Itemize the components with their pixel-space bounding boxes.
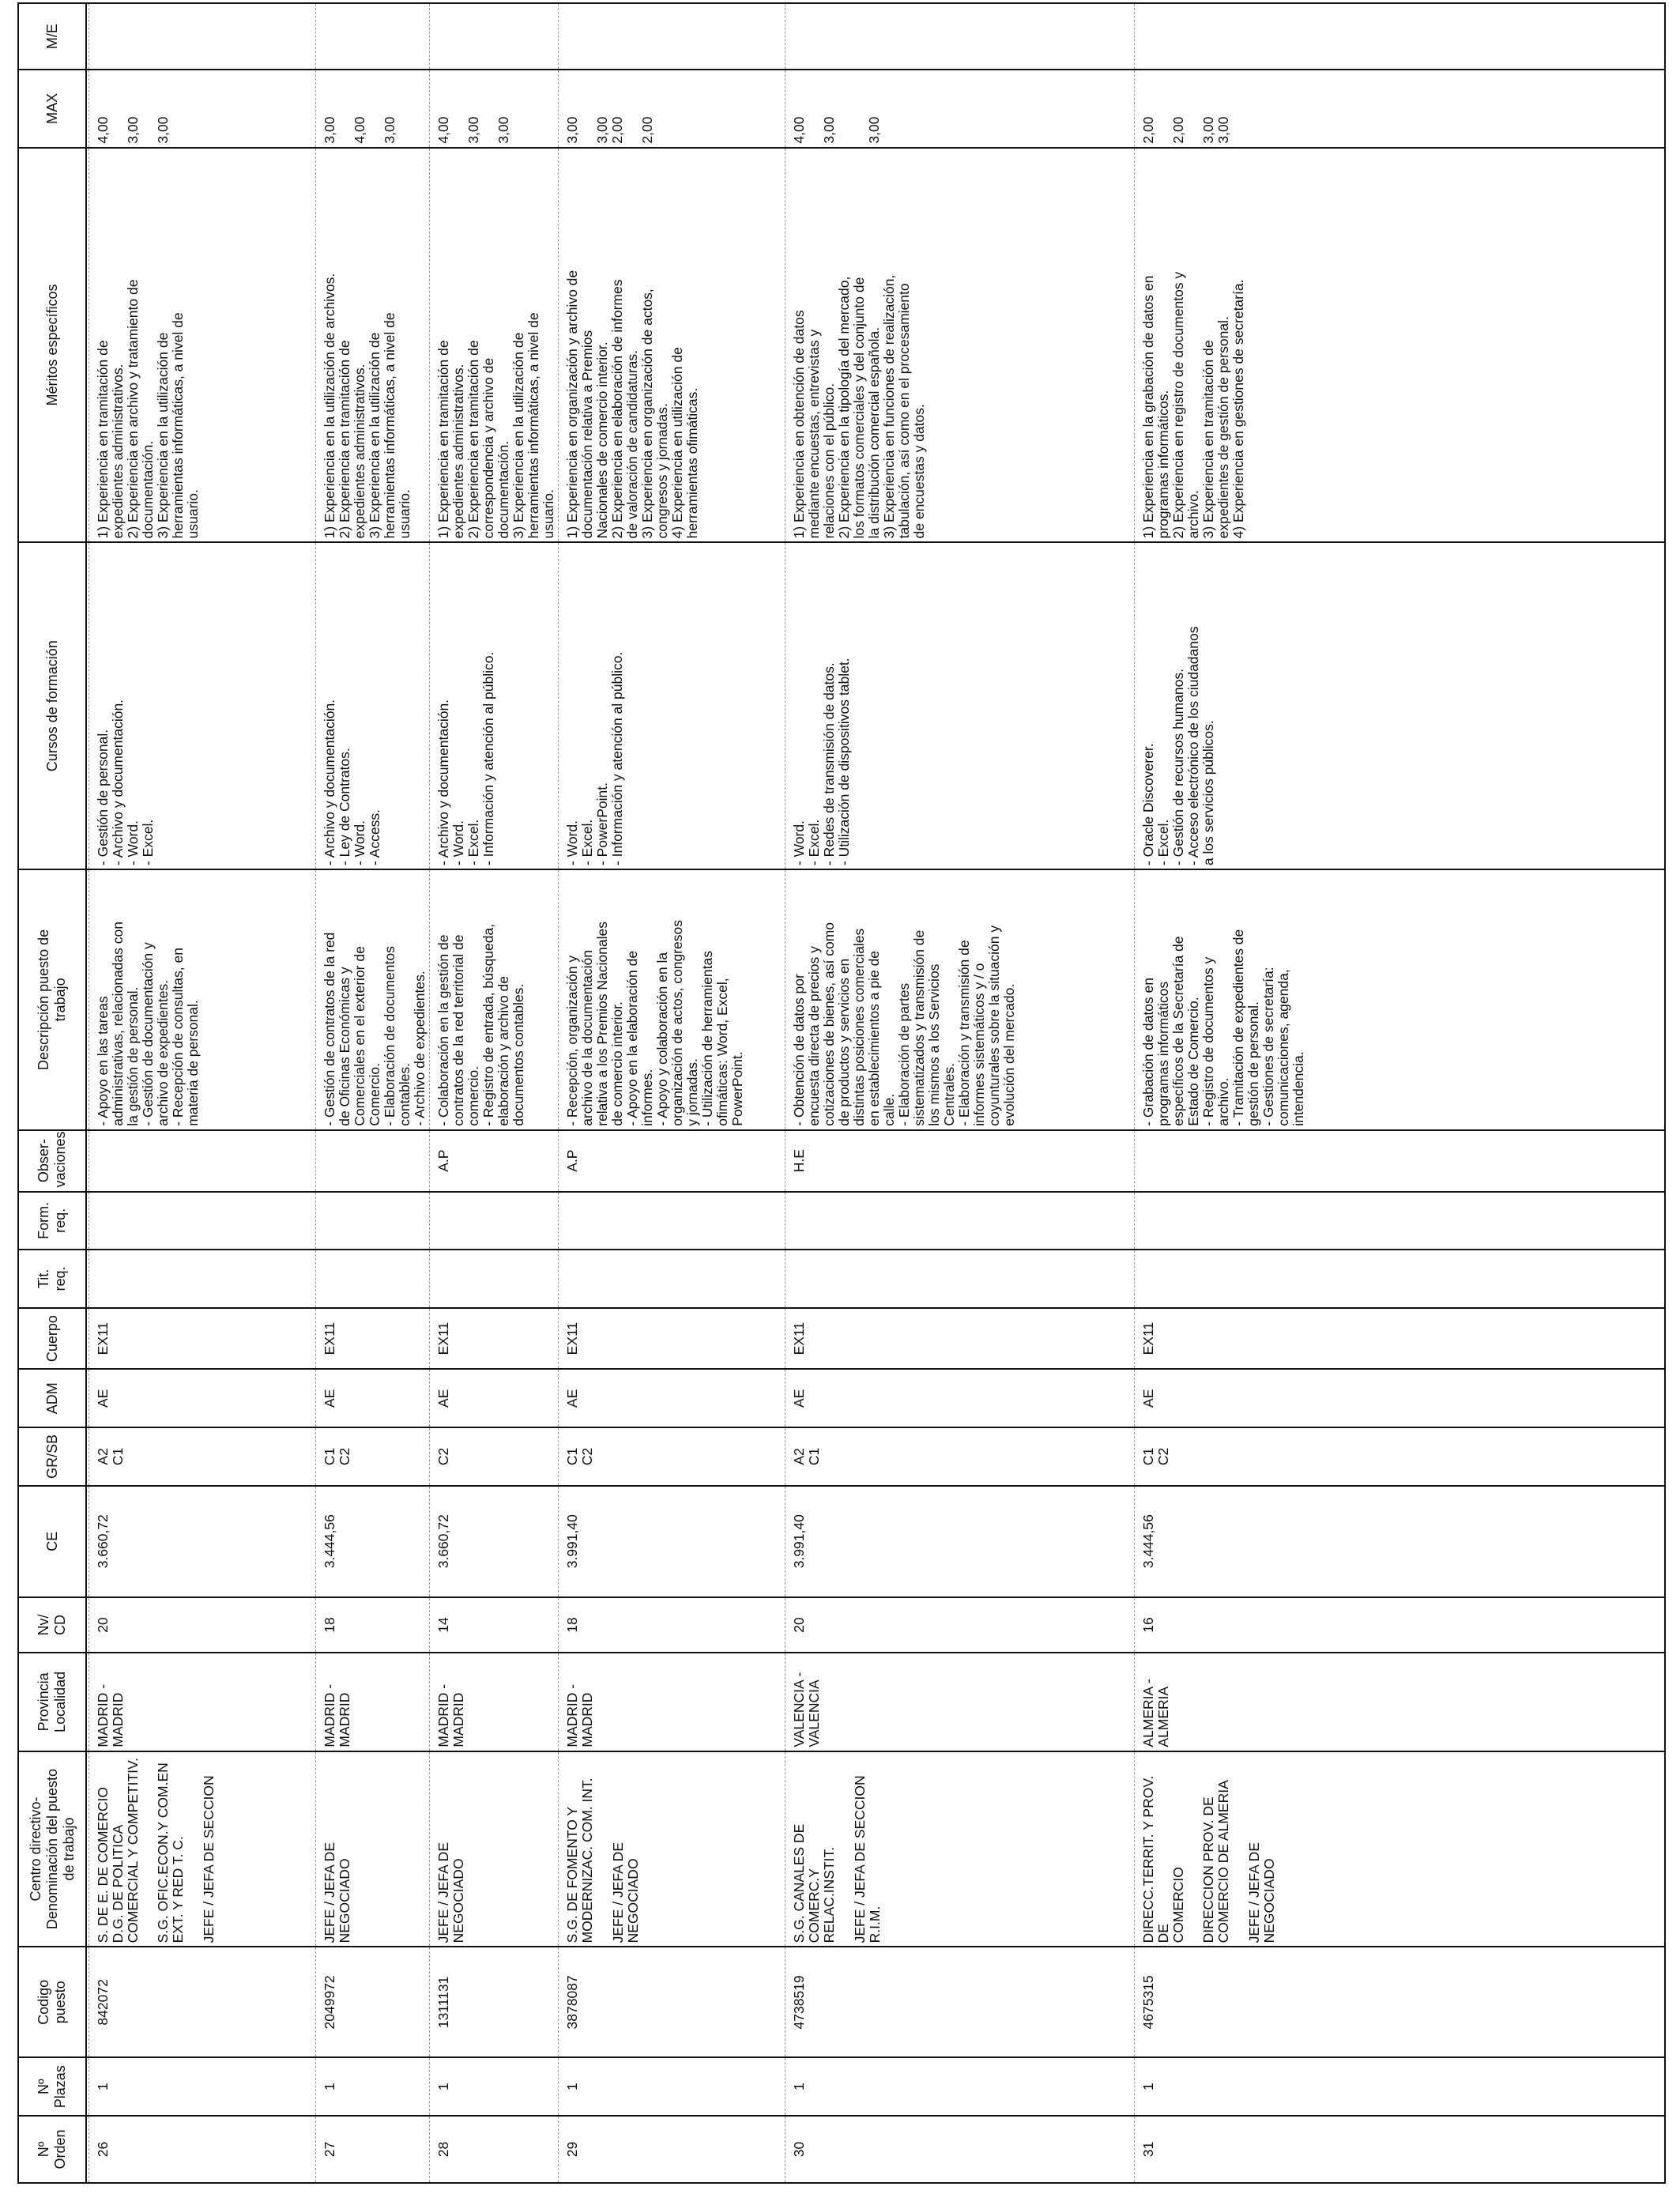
- grsb-cell: C2: [430, 1427, 557, 1486]
- adm-cell: AE: [430, 1369, 557, 1427]
- provincia-cell: MADRID - MADRID: [430, 1653, 557, 1751]
- descripcion-cell: - Gestión de contratos de la red de Oficinas Económicas y Comerciales en el exterior de Comercio. - Elaboración de documentos contables. - Archivo de expedientes.: [315, 869, 428, 1130]
- grsb-cell: A2 C1: [89, 1427, 314, 1486]
- orden-cell: 28: [430, 2116, 557, 2183]
- header-meritos: Méritos específicos: [18, 148, 86, 543]
- centro-cell: [1135, 1751, 1666, 1947]
- puesto-text: JEFE / JEFA DE NEGOCIADO: [321, 1842, 352, 1943]
- job-positions-table: [17, 2, 1666, 2184]
- centro-cell: [559, 1751, 783, 1947]
- header-form: Form. req.: [18, 1192, 86, 1250]
- plazas-cell: 1: [430, 2057, 557, 2116]
- puesto-text: JEFE / JEFA DE NEGOCIADO: [435, 1842, 466, 1943]
- table-row: [1135, 3, 1666, 2183]
- cursos-cell: - Word. - Excel. - PowerPoint. - Información y atención al público.: [559, 542, 783, 869]
- tit-cell: [1135, 1250, 1666, 1308]
- puesto-text: JEFE / JEFA DE SECCION: [201, 1775, 217, 1943]
- descripcion-cell: - Colaboración en la gestión de contratos de la red territorial de comercio. - Registro de entrada, búsqueda, elaboración y archivo de documentos contables.: [430, 869, 557, 1130]
- descripcion-cell: - Obtención de datos por encuesta directa de precios y cotizaciones de bienes, así como de productos y servicios en distintas posiciones comerciales en establecimientos a pie de calle. - Elaboración de partes sistematizados y transmisión de los mismos a los Servicios Centrales. - Elaboración y transmisión de informes sistemáticos y / o coyunturales sobre la situación y evolución del mercado.: [785, 869, 1132, 1130]
- provincia-cell: MADRID - MADRID: [559, 1653, 783, 1751]
- centro-header-text: S.G. CANALES DE COMERC.Y RELAC.INSTIT.: [790, 1823, 837, 1943]
- grsb-cell: A2 C1: [785, 1427, 1132, 1486]
- table-row: [430, 3, 557, 2183]
- tit-cell: [315, 1250, 428, 1308]
- obs-cell: [1135, 1130, 1666, 1192]
- cursos-cell: - Gestión de personal. - Archivo y documentación. - Word. - Excel.: [89, 542, 314, 869]
- tit-cell: [559, 1250, 783, 1308]
- descripcion-cell: - Grabación de datos en programas informáticos específicos de la Secretaría de Estado de Comercio. - Registro de documentos y archivo. - Tramitación de expedientes de gestión de personal. - Gestiones de secretaría: comunicaciones, agenda, intendencia.: [1135, 869, 1666, 1130]
- table-row: [785, 3, 1132, 2183]
- cuerpo-cell: EX11: [559, 1308, 783, 1370]
- meritos-cell: 1) Experiencia en organización y archivo de documentación relativa a Premios Nacionales de comercio interior. 2) Experiencia en elaboración de informes de valoración de candidaturas. 3) Experiencia en organización de actos, congresos y jornadas. 4) Experiencia en utilización de herramientas ofimáticas.: [559, 148, 783, 543]
- plazas-cell: 1: [785, 2057, 1132, 2116]
- provincia-cell: MADRID - MADRID: [315, 1653, 428, 1751]
- codigo-cell: 4738519: [785, 1947, 1132, 2057]
- plazas-cell: 1: [1135, 2057, 1666, 2116]
- header-orden: Nº Orden: [18, 2116, 86, 2183]
- tit-cell: [89, 1250, 314, 1308]
- me-cell: [430, 3, 557, 70]
- cursos-cell: - Word. - Excel. - Redes de transmisión de datos. - Utilización de dispositivos tablet.: [785, 542, 1132, 869]
- puesto-text: JEFE / JEFA DE NEGOCIADO: [610, 1842, 641, 1943]
- nivel-cell: 16: [1135, 1597, 1666, 1653]
- meritos-cell: 1) Experiencia en tramitación de expedientes administrativos. 2) Experiencia en archivo y tratamiento de documentación. 3) Experiencia en la utilización de herramientas informáticas, a nivel de usuario.: [89, 148, 314, 543]
- table-row: [559, 3, 783, 2183]
- centro-header-text: S. DE E. DE COMERCIO D.G. DE POLITICA COMERCIAL Y COMPETITIV. S.G. OFIC.ECON.Y COM.EN EXT. Y RED T. C.: [95, 1758, 186, 1943]
- grsb-cell: C1 C2: [315, 1427, 428, 1486]
- nivel-cell: 20: [785, 1597, 1132, 1653]
- header-cursos: Cursos de formación: [18, 542, 86, 869]
- orden-cell: 27: [315, 2116, 428, 2183]
- header-provincia: Provincia Localidad: [18, 1653, 86, 1751]
- nivel-cell: 14: [430, 1597, 557, 1653]
- meritos-cell: 1) Experiencia en la grabación de datos en programas informáticos. 2) Experiencia en registro de documentos y archivo. 3) Experiencia en tramitación de expedientes de gestión de personal. 4) Experiencia en gestiones de secretaría.: [1135, 148, 1666, 543]
- header-centro: Centro directivo- Denominación del puesto de trabajo: [18, 1751, 86, 1947]
- max-cell: 4,00 3,00 3,00: [89, 70, 314, 148]
- nivel-cell: 18: [315, 1597, 428, 1653]
- codigo-cell: 4675315: [1135, 1947, 1666, 2057]
- provincia-cell: VALENCIA - VALENCIA: [785, 1653, 1132, 1751]
- obs-cell: [89, 1130, 314, 1192]
- adm-cell: AE: [89, 1369, 314, 1427]
- header-me: M/E: [18, 3, 86, 70]
- header-grsb: GR/SB: [18, 1427, 86, 1486]
- header-obs: Obser- vaciones: [18, 1130, 86, 1192]
- header-descripcion: Descripción puesto de trabajo: [18, 869, 86, 1130]
- descripcion-cell: - Apoyo en las tareas administrativas, relacionadas con la gestión de personal. - Gestión de documentación y archivo de expedientes. - Recepción de consultas, en materia de personal.: [89, 869, 314, 1130]
- cuerpo-cell: EX11: [89, 1308, 314, 1370]
- adm-cell: AE: [785, 1369, 1132, 1427]
- header-cuerpo: Cuerpo: [18, 1308, 86, 1370]
- me-cell: [315, 3, 428, 70]
- form-cell: [430, 1192, 557, 1250]
- orden-cell: 29: [559, 2116, 783, 2183]
- adm-cell: AE: [315, 1369, 428, 1427]
- ce-cell: 3.444,56: [315, 1486, 428, 1597]
- form-cell: [559, 1192, 783, 1250]
- max-cell: 3,00 3,00 2,00 2,00: [559, 70, 783, 148]
- obs-cell: A.P: [559, 1130, 783, 1192]
- cursos-cell: - Archivo y documentación. - Ley de Contratos. - Word. - Access.: [315, 542, 428, 869]
- form-cell: [1135, 1192, 1666, 1250]
- meritos-cell: 1) Experiencia en la utilización de archivos. 2) Experiencia en tramitación de expedientes administrativos. 3) Experiencia en la utilización de herramientas informáticas, a nivel de usuario.: [315, 148, 428, 543]
- puesto-text: JEFE / JEFA DE NEGOCIADO: [1246, 1842, 1277, 1943]
- header-nivel: Nv/ CD: [18, 1597, 86, 1653]
- max-cell: 2,00 2,00 3,00 3,00: [1135, 70, 1666, 148]
- centro-header-text: DIRECC.TERRIT. Y PROV. DE COMERCIO DIRECCION PROV. DE COMERCIO DE ALMERIA: [1140, 1775, 1231, 1943]
- cuerpo-cell: EX11: [430, 1308, 557, 1370]
- header-adm: ADM: [18, 1369, 86, 1427]
- grsb-cell: C1 C2: [559, 1427, 783, 1486]
- header-codigo: Codigo puesto: [18, 1947, 86, 2057]
- me-cell: [785, 3, 1132, 70]
- codigo-cell: 3878087: [559, 1947, 783, 2057]
- table-row: [89, 3, 314, 2183]
- header-tit: Tit. req.: [18, 1250, 86, 1308]
- cuerpo-cell: EX11: [1135, 1308, 1666, 1370]
- centro-cell: [315, 1751, 428, 1947]
- max-cell: 3,00 4,00 3,00: [315, 70, 428, 148]
- cursos-cell: - Oracle Discoverer. - Excel. - Gestión de recursos humanos. - Acceso electrónico de los ciudadanos a los servicios públicos.: [1135, 542, 1666, 869]
- tit-cell: [430, 1250, 557, 1308]
- ce-cell: 3.444,56: [1135, 1486, 1666, 1597]
- tit-cell: [785, 1250, 1132, 1308]
- header-ce: CE: [18, 1486, 86, 1597]
- max-cell: 4,00 3,00 3,00: [785, 70, 1132, 148]
- ce-cell: 3.660,72: [430, 1486, 557, 1597]
- obs-cell: [315, 1130, 428, 1192]
- obs-cell: H.E: [785, 1130, 1132, 1192]
- codigo-cell: 1311131: [430, 1947, 557, 2057]
- adm-cell: AE: [559, 1369, 783, 1427]
- max-cell: 4,00 3,00 3,00: [430, 70, 557, 148]
- cuerpo-cell: EX11: [315, 1308, 428, 1370]
- orden-cell: 31: [1135, 2116, 1666, 2183]
- me-cell: [1135, 3, 1666, 70]
- cuerpo-cell: EX11: [785, 1308, 1132, 1370]
- adm-cell: AE: [1135, 1369, 1666, 1427]
- me-cell: [559, 3, 783, 70]
- ce-cell: 3.660,72: [89, 1486, 314, 1597]
- form-cell: [315, 1192, 428, 1250]
- provincia-cell: MADRID - MADRID: [89, 1653, 314, 1751]
- form-cell: [785, 1192, 1132, 1250]
- me-cell: [89, 3, 314, 70]
- centro-header-text: S.G. DE FOMENTO Y MODERNIZAC. COM. INT.: [564, 1777, 595, 1943]
- obs-cell: A.P: [430, 1130, 557, 1192]
- table-row: [315, 3, 428, 2183]
- orden-cell: 30: [785, 2116, 1132, 2183]
- cursos-cell: - Archivo y documentación. - Word. - Excel. - Información y atención al público.: [430, 542, 557, 869]
- centro-cell: [89, 1751, 314, 1947]
- nivel-cell: 20: [89, 1597, 314, 1653]
- plazas-cell: 1: [315, 2057, 428, 2116]
- header-row: [18, 3, 86, 2183]
- header-max: MAX: [18, 70, 86, 148]
- centro-cell: [430, 1751, 557, 1947]
- descripcion-cell: - Recepción, organización y archivo de la documentación relativa a los Premios Nacionales de comercio interior. - Apoyo en la elaboración de informes. - Apoyo y colaboración en la organización de actos, congresos y jornadas. - Utilización de herramientas ofimáticas: Word, Excel, PowerPoint.: [559, 869, 783, 1130]
- codigo-cell: 842072: [89, 1947, 314, 2057]
- plazas-cell: 1: [559, 2057, 783, 2116]
- form-cell: [89, 1192, 314, 1250]
- orden-cell: 26: [89, 2116, 314, 2183]
- centro-cell: [785, 1751, 1132, 1947]
- meritos-cell: 1) Experiencia en obtención de datos mediante encuestas, entrevistas y relaciones con el público. 2) Experiencia en la tipología del mercado, los formatos comerciales y del conjunto de la distribución comercial española. 3) Experiencia en funciones de realización, tabulación, así como en el procesamiento de encuestas y datos.: [785, 148, 1132, 543]
- ce-cell: 3.991,40: [559, 1486, 783, 1597]
- codigo-cell: 2049972: [315, 1947, 428, 2057]
- grsb-cell: C1 C2: [1135, 1427, 1666, 1486]
- provincia-cell: ALMERIA - ALMERIA: [1135, 1653, 1666, 1751]
- puesto-text: JEFE / JEFA DE SECCION R.I.M.: [851, 1775, 883, 1943]
- meritos-cell: 1) Experiencia en tramitación de expedientes administrativos. 2) Experiencia en tramitación de correspondencia y archivo de documentación. 3) Experiencia en la utilización de herramientas informáticas, a nivel de usuario.: [430, 148, 557, 543]
- nivel-cell: 18: [559, 1597, 783, 1653]
- header-plazas: Nº Plazas: [18, 2057, 86, 2116]
- plazas-cell: 1: [89, 2057, 314, 2116]
- ce-cell: 3.991,40: [785, 1486, 1132, 1597]
